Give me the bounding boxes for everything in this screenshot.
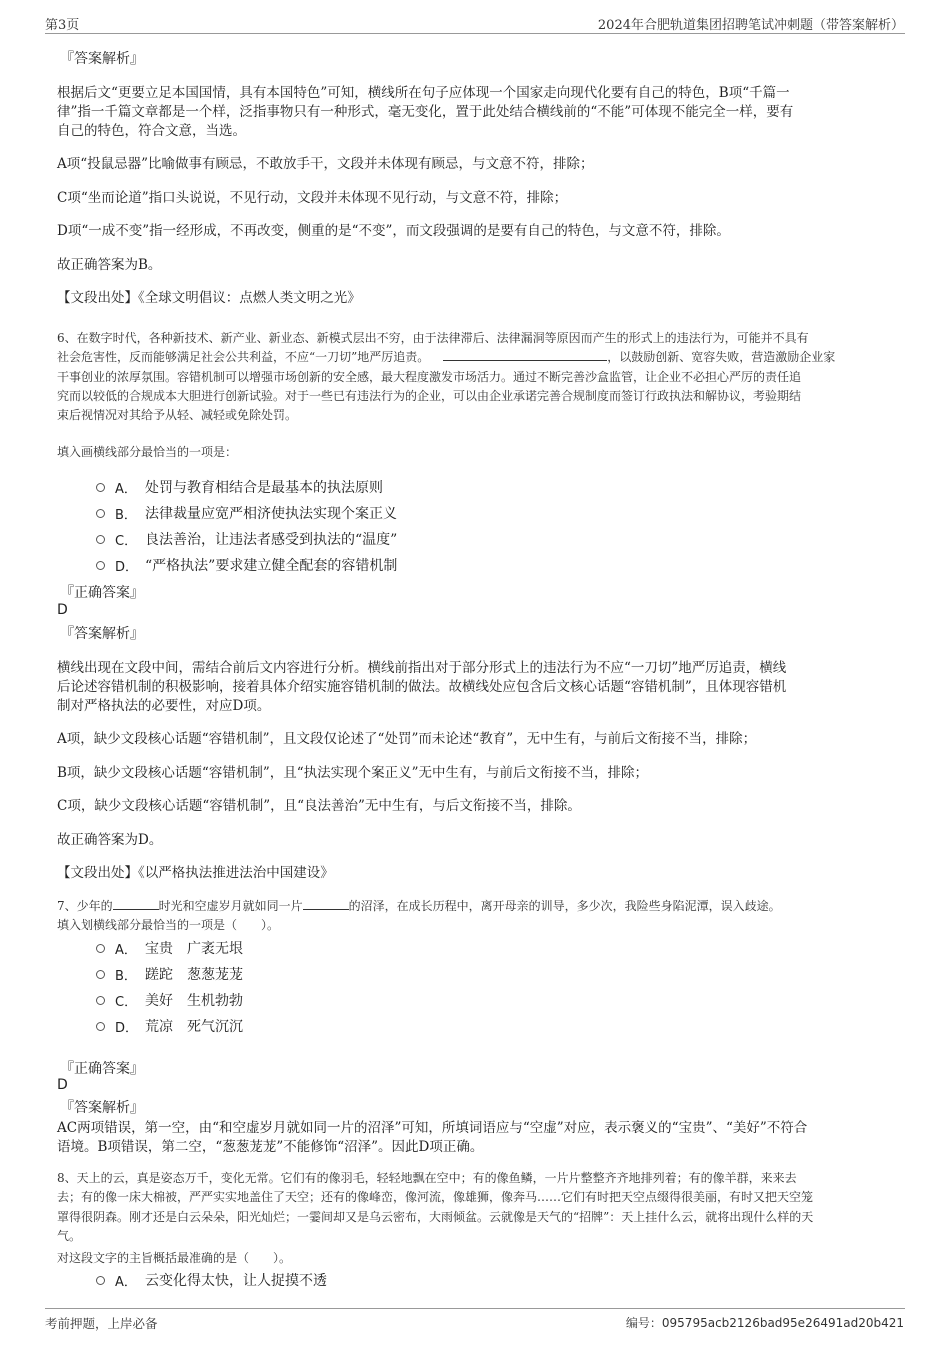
radio-icon[interactable]: [96, 1276, 105, 1285]
q7-option-b[interactable]: B． 蹉跎 葱葱茏茏: [96, 964, 243, 984]
q5-source: 【文段出处】《全球文明倡议：点燃人类文明之光》: [57, 290, 361, 306]
q6-stem: [57, 329, 902, 425]
q6-option-d[interactable]: D． “严格执法”要求建立健全配套的容错机制: [96, 555, 397, 575]
q6-stem-line-2b: ，以鼓励创新、宽容失败，营造激励企业家: [607, 350, 836, 365]
q6-stem-line-1: 6、在数字时代，各种新技术、新产业、新业态、新模式层出不穷，由于法律滞后、法律漏洞等原因而产生的形式上的违法行为，可能并不具有: [57, 331, 809, 345]
footer-slogan: 考前押题，上岸必备: [45, 1316, 158, 1331]
q6-analysis-line-3: 制对严格执法的必要性，对应D项。: [57, 698, 271, 714]
q5-elim-d: D项“一成不变”指一经形成，不再改变，侧重的是“不变”，而文段强调的是要有自己的特色，与文意不符，排除。: [57, 223, 730, 239]
q8-stem: [57, 1169, 813, 1246]
footer-rule: [45, 1308, 905, 1309]
q8-option-a[interactable]: A． 云变化得太快，让人捉摸不透: [96, 1270, 327, 1290]
q6-analysis-label: 『答案解析』: [60, 626, 144, 642]
q5-analysis-label: 『答案解析』: [60, 51, 144, 67]
q6-elim-c: C项，缺少文段核心话题“容错机制”，且“良法善治”无中生有，与后文衔接不当，排除。: [57, 798, 581, 814]
q5-elim-a: A项“投鼠忌器”比喻做事有顾忌，不敢放手干，文段并未体现有顾忌，与文意不符，排除；: [57, 156, 594, 172]
q7-correct-label: 『正确答案』: [60, 1061, 144, 1077]
q6-prompt: 填入画横线部分最恰当的一项是：: [57, 445, 238, 459]
q8-stem-line-2: 去；有的像一床大棉被，严严实实地盖住了天空；还有的像峰峦，像河流，像雄狮，像奔马……它们有时把天空点缀得很美丽，有时又把天空笼: [57, 1190, 814, 1205]
q8-stem-line-3: 罩得很阴森。刚才还是白云朵朵，阳光灿烂；一霎间却又是乌云密布，大雨倾盆。云就像是天气的“招牌”：天上挂什么云，就将出现什么样的天: [57, 1209, 814, 1224]
q6-analysis-line-2: 后论述容错机制的积极影响，接着具体介绍实施容错机制的做法。故横线处应包含后文核心话题“容错机制”，且体现容错机: [57, 679, 787, 695]
q6-stem-line-3: 干事创业的浓厚氛围。容错机制可以增强市场创新的安全感，最大程度激发市场活力。通过不断完善沙盒监管，让企业不必担心严厉的责任追: [57, 369, 802, 384]
radio-icon[interactable]: [96, 535, 105, 544]
q7-prompt: 填入划横线部分最恰当的一项是（ ）。: [57, 918, 280, 932]
q7-analysis-label: 『答案解析』: [60, 1100, 144, 1116]
q7-option-a[interactable]: A． 宝贵 广袤无垠: [96, 938, 243, 958]
q8-stem-line-4: 气。: [57, 1228, 82, 1243]
q5-conclusion: 故正确答案为B。: [57, 257, 162, 273]
q7-stem: 7、少年的 时光和空虚岁月就如同一片 的沼泽，在成长历程中，离开母亲的训导，多少次，我险些身陷泥潭，误入歧途。: [57, 899, 781, 913]
q6-stem-line-2a: 社会危害性，反而能够满足社会公共利益，不应“一刀切”地严厉追责。: [57, 350, 430, 365]
radio-icon[interactable]: [96, 996, 105, 1005]
q5-elim-c: C项“坐而论道”指口头说说，不见行动，文段并未体现不见行动，与文意不符，排除；: [57, 190, 568, 206]
header-rule: [45, 33, 905, 34]
q7-blank-1: [113, 909, 159, 910]
q6-option-b[interactable]: B． 法律裁量应宽严相济使执法实现个案正义: [96, 503, 397, 523]
q7-option-d[interactable]: D． 荒凉 死气沉沉: [96, 1016, 243, 1036]
q8-prompt: 对这段文字的主旨概括最准确的是（ ）。: [57, 1251, 292, 1265]
radio-icon[interactable]: [96, 483, 105, 492]
q6-conclusion: 故正确答案为D。: [57, 832, 163, 848]
q7-analysis-line-1: AC两项错误，第一空，由“和空虚岁月就如同一片的沼泽”可知，所填词语应与“空虚”对应，表示褒义的“宝贵”、“美好”不符合: [57, 1120, 808, 1136]
q7-option-c[interactable]: C． 美好 生机勃勃: [96, 990, 243, 1010]
document-title: 2024年合肥轨道集团招聘笔试冲刺题（带答案解析）: [597, 18, 904, 33]
q5-analysis-line-2: 律”指一千篇文章都是一个样，泛指事物只有一种形式，毫无变化，置于此处结合横线前的“不能”可体现不能完全一样，要有: [57, 104, 794, 120]
q6-option-c[interactable]: C． 良法善治，让违法者感受到执法的“温度”: [96, 529, 397, 549]
footer-document-id: 编号：095795acb2126bad95e26491ad20b421: [625, 1316, 904, 1330]
q6-source: 【文段出处】《以严格执法推进法治中国建设》: [57, 865, 334, 881]
radio-icon[interactable]: [96, 970, 105, 979]
radio-icon[interactable]: [96, 561, 105, 570]
q5-analysis-line-1: 根据后文“更要立足本国国情，具有本国特色”可知，横线所在句子应体现一个国家走向现代化要有自己的特色，B项“千篇一: [57, 85, 790, 101]
page-number: 第3页: [45, 18, 80, 33]
radio-icon[interactable]: [96, 509, 105, 518]
q6-stem-line-4: 究而以较低的合规成本大胆进行创新试验。对于一些已有违法行为的企业，可以由企业承诺完善合规制度而签订行政执法和解协议，考验期结: [57, 388, 802, 403]
q6-answer-blank: [443, 360, 607, 361]
q6-correct-answer: D: [57, 602, 68, 618]
q7-correct-answer: D: [57, 1077, 68, 1093]
q6-analysis-line-1: 横线出现在文段中间，需结合前后文内容进行分析。横线前指出对于部分形式上的违法行为不应“一刀切”地严厉追责，横线: [57, 660, 787, 676]
q6-correct-label: 『正确答案』: [60, 585, 144, 601]
q6-stem-line-5: 束后视情况对其给予从轻、减轻或免除处罚。: [57, 408, 298, 423]
q6-stem-line-2: [57, 348, 902, 367]
radio-icon[interactable]: [96, 944, 105, 953]
q7-blank-2: [303, 909, 349, 910]
q7-analysis-line-2: 语境。B项错误，第二空，“葱葱茏茏”不能修饰“沼泽”。因此D项正确。: [57, 1139, 484, 1155]
q6-elim-a: A项，缺少文段核心话题“容错机制”，且文段仅论述了“处罚”而未论述“教育”，无中生有，与前后文衔接不当，排除；: [57, 731, 757, 747]
radio-icon[interactable]: [96, 1022, 105, 1031]
q8-stem-line-1: 8、天上的云，真是姿态万千，变化无常。它们有的像羽毛，轻轻地飘在空中；有的像鱼鳞，一片片整整齐齐地排列着；有的像羊群，来来去: [57, 1171, 797, 1185]
q5-analysis-line-3: 自己的特色，符合文意，当选。: [57, 123, 246, 139]
q6-option-a[interactable]: A． 处罚与教育相结合是最基本的执法原则: [96, 477, 383, 497]
q6-elim-b: B项，缺少文段核心话题“容错机制”，且“执法实现个案正义”无中生有，与前后文衔接不当，排除；: [57, 765, 649, 781]
